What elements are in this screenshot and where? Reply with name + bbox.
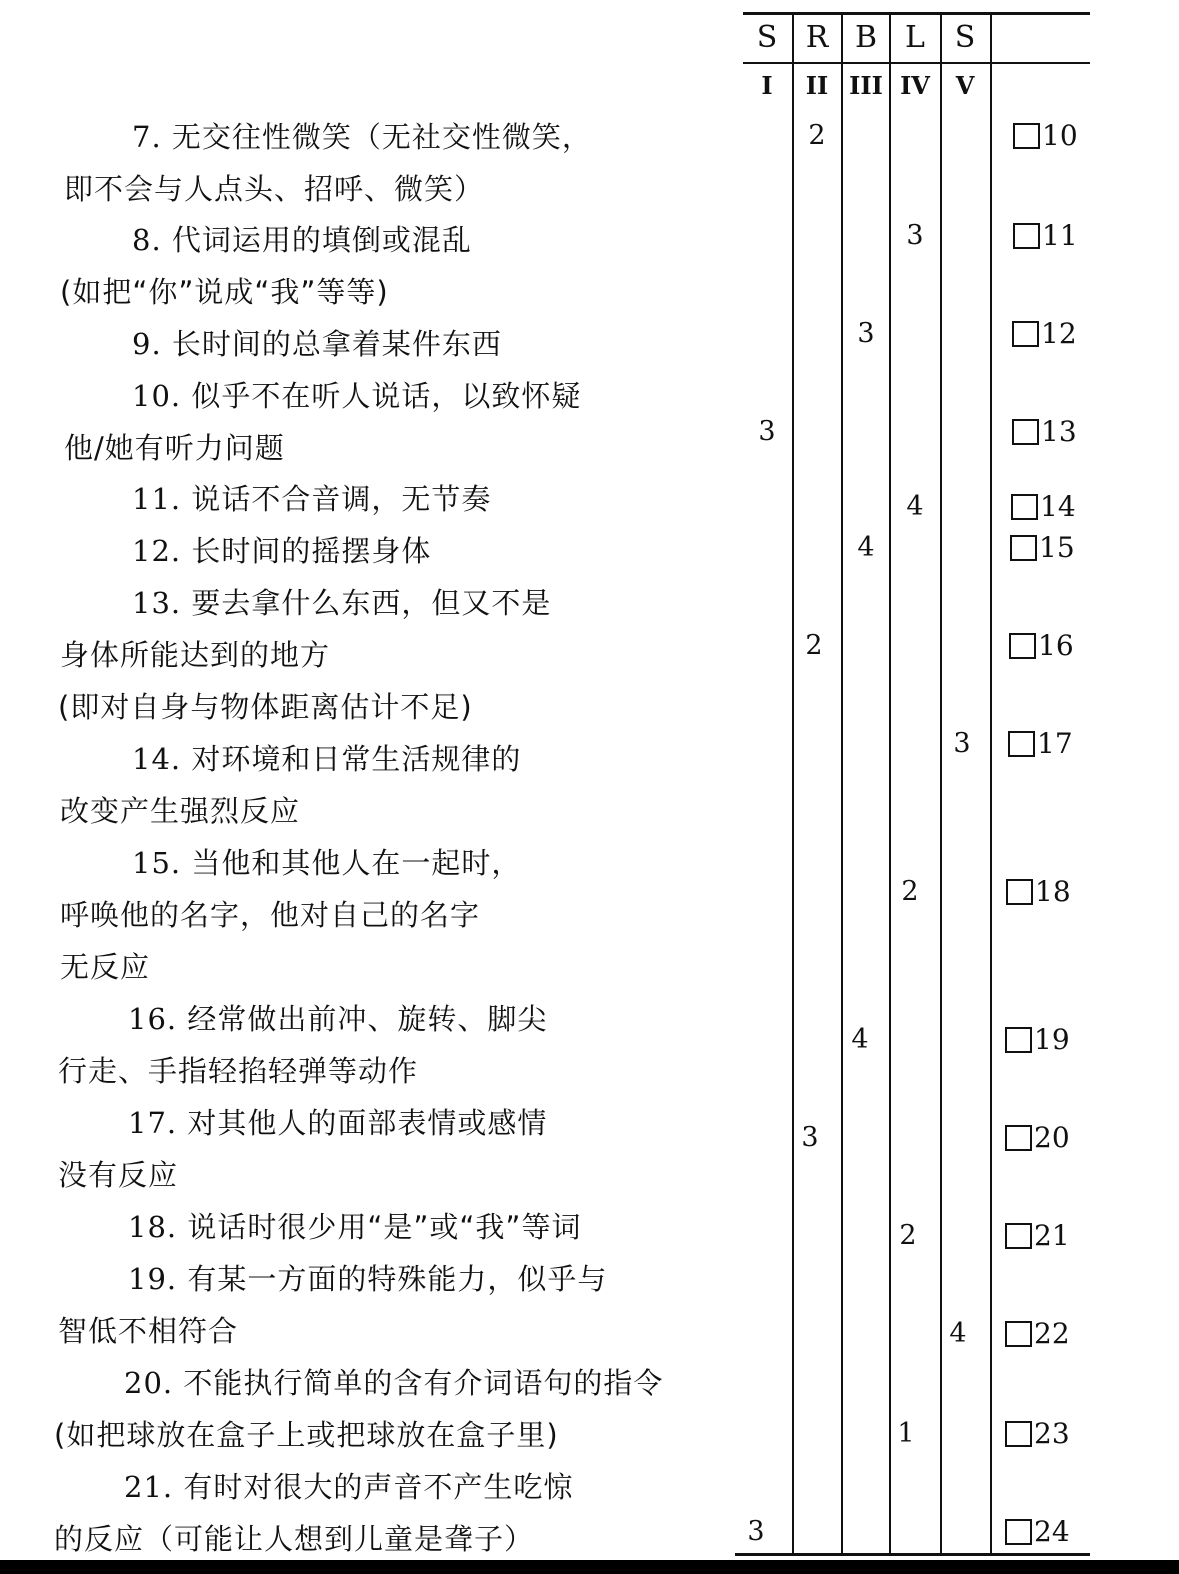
checkbox-square[interactable] <box>1008 731 1035 757</box>
checkbox-11[interactable]: 11 <box>1013 222 1078 250</box>
item-15-line-1: 15. 当他和其他人在一起时， <box>132 846 522 880</box>
score-item-11: 4 <box>906 491 924 522</box>
item-17-line-1: 17. 对其他人的面部表情或感情 <box>128 1106 548 1140</box>
header-code-l: L <box>905 20 925 55</box>
col-divider <box>841 12 843 1555</box>
score-item-20: 1 <box>897 1418 915 1449</box>
item-9-line-1: 9. 长时间的总拿着某件东西 <box>132 327 502 361</box>
item-17-line-2: 没有反应 <box>58 1158 179 1192</box>
item-14-line-1: 14. 对环境和日常生活规律的 <box>132 742 522 776</box>
checkbox-square[interactable] <box>1009 633 1036 659</box>
checkbox-22[interactable]: 22 <box>1005 1320 1070 1348</box>
score-item-15: 2 <box>901 876 919 907</box>
item-7-line-1: 7. 无交往性微笑（无社交性微笑， <box>132 120 592 154</box>
checkbox-square[interactable] <box>1005 1421 1032 1447</box>
header-roman-5: V <box>955 71 975 100</box>
header-code-r: R <box>805 20 829 55</box>
table-bottom-rule <box>735 1553 1090 1556</box>
score-item-21: 3 <box>747 1516 765 1547</box>
checkbox-16[interactable]: 16 <box>1009 632 1074 660</box>
header-roman-2: II <box>805 71 829 100</box>
header-roman-4: IV <box>900 71 930 100</box>
item-19-line-1: 19. 有某一方面的特殊能力，似乎与 <box>128 1262 608 1296</box>
item-8-line-2: (如把“你”说成“我”等等) <box>60 275 389 309</box>
scan-edge-bar <box>0 1560 1179 1574</box>
item-18-line-1: 18. 说话时很少用“是”或“我”等词 <box>128 1210 582 1244</box>
item-11-line-1: 11. 说话不合音调，无节奏 <box>132 482 492 516</box>
item-13-line-3: (即对自身与物体距离估计不足) <box>58 690 473 724</box>
checkbox-23[interactable]: 23 <box>1005 1420 1070 1448</box>
score-item-9: 3 <box>857 318 875 349</box>
checkbox-square[interactable] <box>1012 321 1039 347</box>
checkbox-square[interactable] <box>1005 1223 1032 1249</box>
item-20-line-2: (如把球放在盒子上或把球放在盒子里) <box>54 1418 559 1452</box>
col-divider <box>792 12 794 1555</box>
item-10-line-1: 10. 似乎不在听人说话，以致怀疑 <box>132 379 582 413</box>
checkbox-20[interactable]: 20 <box>1005 1124 1070 1152</box>
item-16-line-1: 16. 经常做出前冲、旋转、脚尖 <box>128 1002 548 1036</box>
checkbox-14[interactable]: 14 <box>1011 493 1076 521</box>
score-item-12: 4 <box>857 532 875 563</box>
header-roman-3: III <box>849 71 883 100</box>
checkbox-19[interactable]: 19 <box>1005 1026 1070 1054</box>
checkbox-12[interactable]: 12 <box>1012 320 1077 348</box>
checkbox-square[interactable] <box>1005 1321 1032 1347</box>
score-item-18: 2 <box>899 1220 917 1251</box>
score-item-16: 4 <box>851 1024 869 1055</box>
checkbox-15[interactable]: 15 <box>1010 534 1075 562</box>
score-item-14: 3 <box>953 728 971 759</box>
score-item-19: 4 <box>949 1318 967 1349</box>
checkbox-13[interactable]: 13 <box>1012 418 1077 446</box>
score-item-8: 3 <box>906 220 924 251</box>
score-item-17: 3 <box>801 1122 819 1153</box>
item-12-line-1: 12. 长时间的摇摆身体 <box>132 534 432 568</box>
checkbox-24[interactable]: 24 <box>1005 1518 1070 1546</box>
checkbox-square[interactable] <box>1012 419 1039 445</box>
item-21-line-1: 21. 有时对很大的声音不产生吃惊 <box>124 1470 574 1504</box>
checkbox-square[interactable] <box>1005 1125 1032 1151</box>
item-21-line-2: 的反应（可能让人想到儿童是聋子） <box>54 1522 535 1556</box>
checkbox-10[interactable]: 10 <box>1013 122 1078 150</box>
score-item-13: 2 <box>805 630 823 661</box>
item-19-line-2: 智低不相符合 <box>58 1314 239 1348</box>
checkbox-square[interactable] <box>1013 223 1040 249</box>
item-15-line-2: 呼唤他的名字，他对自己的名字 <box>60 898 481 932</box>
checkbox-square[interactable] <box>1010 535 1037 561</box>
item-15-line-3: 无反应 <box>60 950 151 984</box>
item-13-line-2: 身体所能达到的地方 <box>60 638 331 672</box>
item-20-line-1: 20. 不能执行简单的含有介词语句的指令 <box>124 1366 664 1400</box>
header-code-s1: S <box>756 20 778 55</box>
checkbox-21[interactable]: 21 <box>1005 1222 1070 1250</box>
checkbox-17[interactable]: 17 <box>1008 730 1073 758</box>
checkbox-square[interactable] <box>1013 123 1040 149</box>
item-16-line-2: 行走、手指轻掐轻弹等动作 <box>58 1054 419 1088</box>
item-7-line-2: 即不会与人点头、招呼、微笑） <box>64 172 485 206</box>
item-8-line-1: 8. 代词运用的填倒或混乱 <box>132 223 472 257</box>
checkbox-square[interactable] <box>1005 1519 1032 1545</box>
checkbox-square[interactable] <box>1011 494 1038 520</box>
score-item-10: 3 <box>758 416 776 447</box>
header-code-b: B <box>854 20 878 55</box>
header-roman-1: I <box>761 71 773 100</box>
checkbox-square[interactable] <box>1005 1027 1032 1053</box>
checkbox-square[interactable] <box>1006 879 1033 905</box>
header-code-s2: S <box>954 20 976 55</box>
item-10-line-2: 他/她有听力问题 <box>64 431 285 465</box>
score-item-7: 2 <box>808 120 826 151</box>
item-14-line-2: 改变产生强烈反应 <box>60 794 301 828</box>
col-divider <box>990 12 992 1555</box>
checkbox-18[interactable]: 18 <box>1006 878 1071 906</box>
item-13-line-1: 13. 要去拿什么东西，但又不是 <box>132 586 552 620</box>
